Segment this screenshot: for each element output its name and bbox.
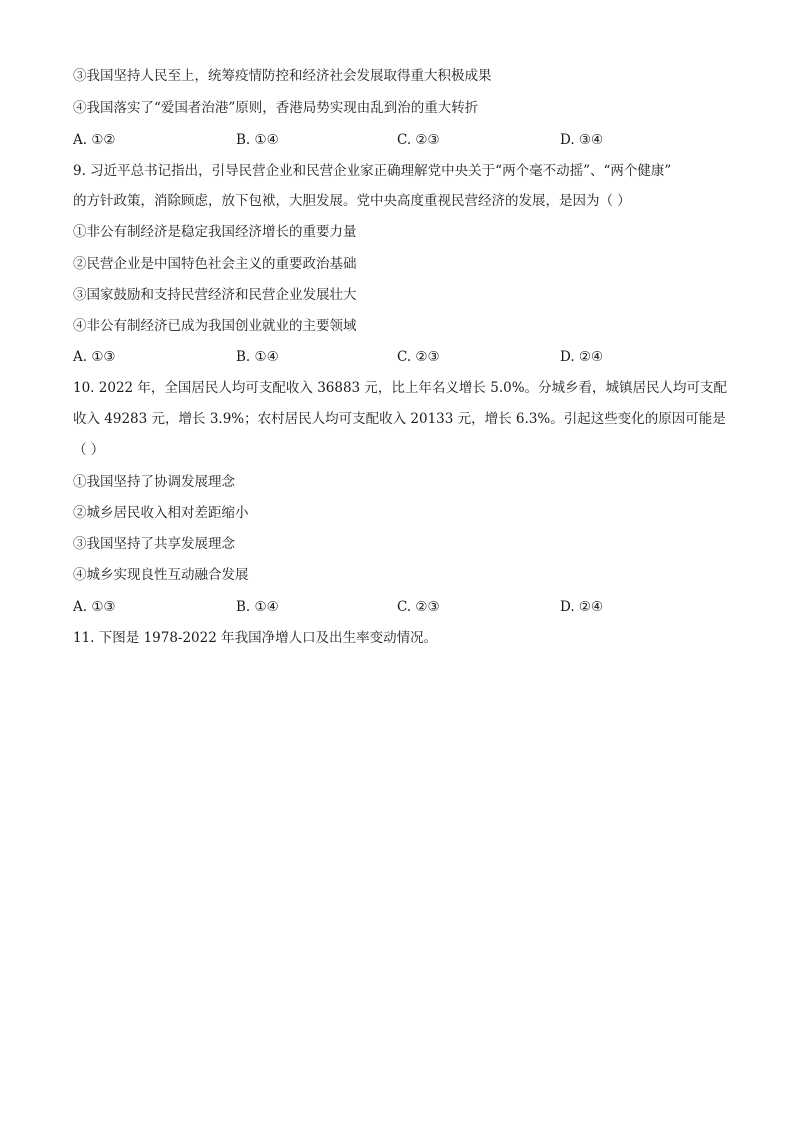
q8-item-3: ③我国坚持人民至上，统筹疫情防控和经济社会发展取得重大积极成果 xyxy=(73,68,492,84)
q9-options xyxy=(73,347,733,367)
q10-item-3: ③我国坚持了共享发展理念 xyxy=(73,536,235,552)
q10-option-a: A. ①③ xyxy=(73,599,116,615)
q9-option-a: A. ①③ xyxy=(73,349,116,365)
q10-item-2: ②城乡居民收入相对差距缩小 xyxy=(73,505,249,521)
q8-option-a: A. ①② xyxy=(73,132,116,148)
q8-option-b: B. ①④ xyxy=(236,132,279,148)
q10-options xyxy=(73,597,733,617)
q10-item-1: ①我国坚持了协调发展理念 xyxy=(73,474,235,490)
q10-stem-line-3: （ ） xyxy=(73,442,105,458)
q10-item-4: ④城乡实现良性互动融合发展 xyxy=(73,567,249,583)
q8-option-d: D. ③④ xyxy=(560,132,604,148)
q10-stem-line-1: 10. 2022 年，全国居民人均可支配收入 36883 元，比上年名义增长 5.0%。分城乡看，城镇居民人均可支配 xyxy=(73,380,728,396)
q9-item-2: ②民营企业是中国特色社会主义的重要政治基础 xyxy=(73,256,357,272)
q9-option-b: B. ①④ xyxy=(236,349,279,365)
q9-option-c: C. ②③ xyxy=(397,349,440,365)
q9-item-4: ④非公有制经济已成为我国创业就业的主要领域 xyxy=(73,318,357,334)
q10-stem-line-2: 收入 49283 元，增长 3.9%；农村居民人均可支配收入 20133 元，增长 6.3%。引起这些变化的原因可能是 xyxy=(73,411,726,427)
q10-option-d: D. ②④ xyxy=(560,599,604,615)
q9-stem-line-2: 的方针政策，消除顾虑，放下包袱，大胆发展。党中央高度重视民营经济的发展，是因为（ ） xyxy=(73,193,631,209)
q9-option-d: D. ②④ xyxy=(560,349,604,365)
q8-options xyxy=(73,130,733,150)
q11-stem: 11. 下图是 1978-2022 年我国净增人口及出生率变动情况。 xyxy=(73,630,438,646)
q8-option-c: C. ②③ xyxy=(397,132,440,148)
q8-item-4: ④我国落实了“爱国者治港”原则，香港局势实现由乱到治的重大转折 xyxy=(73,100,479,116)
q10-option-b: B. ①④ xyxy=(236,599,279,615)
q9-stem-line-1: 9. 习近平总书记指出，引导民营企业和民营企业家正确理解党中央关于“两个毫不动摇”、“两个健康” xyxy=(73,163,672,179)
q9-item-3: ③国家鼓励和支持民营经济和民营企业发展壮大 xyxy=(73,287,357,303)
q9-item-1: ①非公有制经济是稳定我国经济增长的重要力量 xyxy=(73,224,357,240)
q10-option-c: C. ②③ xyxy=(397,599,440,615)
